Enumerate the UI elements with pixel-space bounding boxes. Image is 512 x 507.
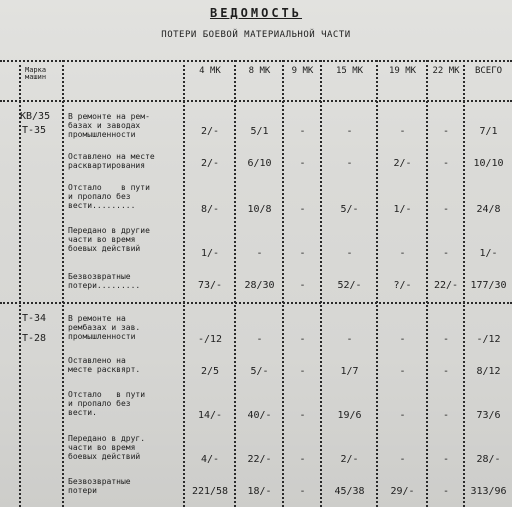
grid-line xyxy=(0,302,512,304)
row-label: Оставлено на месте расквартирования xyxy=(68,152,155,170)
table-cell: 29/- xyxy=(390,486,415,497)
model-label: КВ/35 xyxy=(20,111,51,122)
table-cell: - xyxy=(299,410,306,421)
table-cell: - xyxy=(346,126,353,137)
table-cell: - xyxy=(442,366,450,377)
table-cell: 45/38 xyxy=(334,486,365,497)
table-cell: 19/6 xyxy=(337,410,362,421)
table-cell: 2/- xyxy=(200,126,220,137)
column-header: 15 МК xyxy=(335,66,364,76)
table-cell: 40/- xyxy=(247,410,272,421)
table-cell: - xyxy=(442,158,450,169)
mark-header: Марка машин xyxy=(25,66,47,81)
table-cell: - xyxy=(256,334,263,345)
model-label: Т-34 xyxy=(22,313,47,324)
table-cell: 7/1 xyxy=(479,126,498,137)
table-cell: 5/1 xyxy=(250,126,269,137)
table-cell: - xyxy=(299,158,306,169)
row-label: В ремонте на рем- базах и заводах промышленности xyxy=(68,112,150,139)
table-cell: 6/10 xyxy=(247,158,272,169)
table-cell: - xyxy=(442,486,450,497)
table-cell: - xyxy=(299,126,306,137)
table-cell: 22/- xyxy=(247,454,272,465)
table-cell: 10/8 xyxy=(247,204,272,215)
table-cell: 1/- xyxy=(393,204,412,215)
row-label: Отстало в пути и пропало без вести......... xyxy=(68,183,150,210)
table-cell: 8/12 xyxy=(476,366,501,377)
row-label: Отстало в пути и пропало без вести. xyxy=(68,390,146,417)
table-cell: - xyxy=(442,126,450,137)
table-cell: - xyxy=(299,366,306,377)
row-label: В ремонте на рембазах и зав. промышленности xyxy=(68,314,141,341)
table-cell: - xyxy=(299,280,306,291)
table-cell: - xyxy=(299,486,306,497)
table-cell: 14/- xyxy=(197,410,223,421)
table-cell: 22/- xyxy=(433,280,459,291)
table-cell: - xyxy=(442,204,450,215)
grid-line xyxy=(0,60,512,62)
table-cell: - xyxy=(299,334,306,345)
table-cell: - xyxy=(299,454,306,465)
column-header: 22 МК xyxy=(432,66,460,76)
table-cell: - xyxy=(442,334,450,345)
table-cell: - xyxy=(399,410,406,421)
table-cell: 2/- xyxy=(200,158,220,169)
table-cell: 2/- xyxy=(393,158,412,169)
table-cell: 1/- xyxy=(479,248,498,259)
table-cell: 313/96 xyxy=(470,486,507,497)
table-cell: 4/- xyxy=(200,454,220,465)
table-cell: - xyxy=(346,248,353,259)
table-cell: 2/- xyxy=(340,454,359,465)
table-cell: - xyxy=(299,248,306,259)
row-label: Оставлено на месте расквярт. xyxy=(68,356,141,374)
table-cell: 28/- xyxy=(476,454,501,465)
table-cell: 221/58 xyxy=(191,486,229,497)
table-cell: - xyxy=(299,204,306,215)
table-cell: 2/5 xyxy=(200,366,220,377)
table-cell: - xyxy=(346,158,353,169)
model-label: Т-35 xyxy=(22,125,47,136)
grid-line xyxy=(0,100,512,102)
grid-line xyxy=(19,60,21,507)
table-cell: - xyxy=(399,454,406,465)
model-label: Т-28 xyxy=(22,333,47,344)
table-cell: 5/- xyxy=(250,366,269,377)
table-cell: 177/30 xyxy=(470,280,507,291)
table-cell: - xyxy=(442,454,450,465)
document-subtitle: ПОТЕРИ БОЕВОЙ МАТЕРИАЛЬНОЙ ЧАСТИ xyxy=(161,30,351,40)
table-cell: - xyxy=(399,334,406,345)
table-cell: - xyxy=(399,366,406,377)
table-cell: -/12 xyxy=(197,334,223,345)
table-cell: 52/- xyxy=(337,280,362,291)
table-cell: 18/- xyxy=(247,486,272,497)
document-title: ВЕДОМОСТЬ xyxy=(209,6,303,20)
table-cell: - xyxy=(399,126,406,137)
table-cell: 24/8 xyxy=(476,204,501,215)
row-label: Передано в другие части во время боевых действий xyxy=(68,226,150,253)
table-cell: 1/7 xyxy=(340,366,359,377)
table-cell: - xyxy=(442,248,450,259)
table-cell: 73/6 xyxy=(476,410,501,421)
column-header: 19 МК xyxy=(388,66,417,76)
table-cell: 8/- xyxy=(200,204,220,215)
table-cell: 73/- xyxy=(197,280,223,291)
table-cell: - xyxy=(346,334,353,345)
table-cell: - xyxy=(399,248,406,259)
table-cell: - xyxy=(256,248,263,259)
table-cell: 1/- xyxy=(200,248,220,259)
table-cell: - xyxy=(442,410,450,421)
row-label: Передано в друг. части во время боевых действий xyxy=(68,434,146,461)
column-header: 9 МК xyxy=(291,66,314,76)
table-cell: 5/- xyxy=(340,204,359,215)
table-cell: -/12 xyxy=(476,334,501,345)
column-header: ВСЕГО xyxy=(474,66,503,76)
column-header: 4 МК xyxy=(199,66,221,76)
row-label: Безвозвратные потери xyxy=(68,477,131,495)
table-cell: 28/30 xyxy=(244,280,275,291)
table-cell: 10/10 xyxy=(473,158,504,169)
column-header: 8 МК xyxy=(248,66,271,76)
row-label: Безвозвратные потери......... xyxy=(68,272,141,290)
grid-line xyxy=(62,60,64,507)
table-cell: ?/- xyxy=(393,280,412,291)
